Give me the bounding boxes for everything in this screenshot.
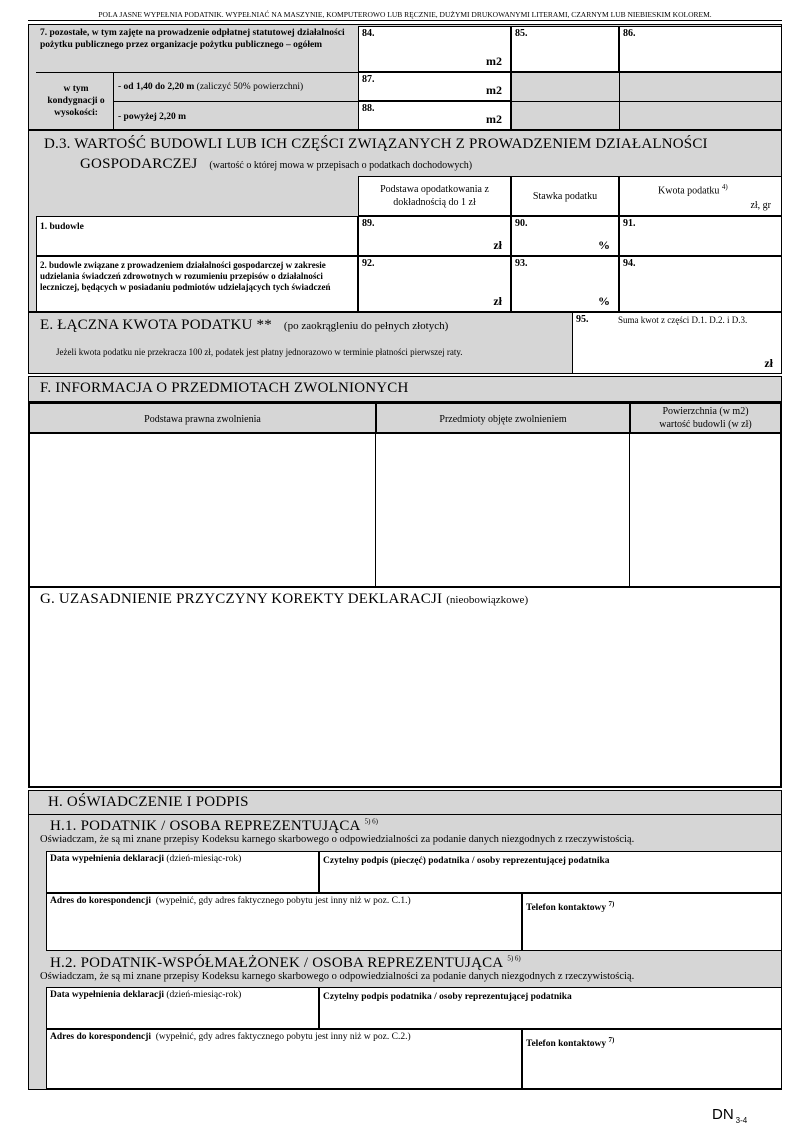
f-col-items: Przedmioty objęte zwolnieniem [376,402,630,434]
unit-zl: zł [764,356,773,370]
field-85[interactable] [511,26,619,72]
address-label: Adres do korespondencji (wypełnić, gdy adres faktycznego pobytu jest inny niż w poz. C.1.) [50,896,411,906]
kondygnacje-label: w tym kondygnacji o wysokości: [47,84,105,118]
field-93[interactable] [511,256,619,312]
field-number: 93. [515,258,528,269]
g-justification-field[interactable] [28,588,782,788]
h1-phone-field[interactable] [522,893,782,951]
field-number: 95. [576,314,589,325]
g-note: (nieobowiązkowe) [446,594,529,606]
field-number: 88. [362,103,375,114]
field-number: 91. [623,218,636,229]
divider [28,814,782,815]
h1-date-field[interactable] [46,851,319,893]
h1-signature-field[interactable] [319,851,782,893]
h1-address-field[interactable] [46,893,522,951]
divider [511,72,512,130]
field-89[interactable] [358,216,511,256]
g-title: G. UZASADNIENIE PRZYCZYNY KOREKTY DEKLARACJI [40,591,443,607]
field-90[interactable] [511,216,619,256]
h2-phone-field[interactable] [522,1029,782,1089]
field-number: 92. [362,258,375,269]
e-subtitle: (po zaokrągleniu do pełnych złotych) [283,320,449,332]
field-94[interactable] [619,256,782,312]
f-col-basis: Podstawa prawna zwolnienia [28,402,376,434]
f-items-field[interactable] [376,434,630,588]
h1-title-line: H.1. PODATNIK / OSOBA REPREZENTUJĄCA $^{5) 6)}$ [50,817,378,834]
row7-label: 7. pozostałe, w tym zajęte na prowadzenie odpłatnej statutowej działalności pożytku publicznego przez organizacje pożytku publicznego – ogółem [40,28,345,50]
h2-title: H.2. PODATNIK-WSPÓŁMAŁŻONEK / OSOBA REPREZENTUJĄCA [50,955,504,971]
unit-m2: m2 [486,83,502,97]
h1-declaration: Oświadczam, że są mi znane przepisy Kodeksu karnego skarbowego o odpowiedzialności za podanie danych niezgodnych z rzeczywistością. [40,834,635,845]
d3-col-amount: Kwota podatku $^{4)}$ zł, gr [619,176,782,216]
d3-row1-label: 1. budowle [36,216,358,256]
signature-label: Czytelny podpis (pieczęć) podatnika / osoby reprezentującej podatnika [323,856,610,866]
g-title-line [40,590,528,608]
form-code: DN $_{3-4}$ [712,1106,748,1126]
field-number: 84. [362,28,375,39]
h2-signature-field[interactable] [319,987,782,1029]
field-84[interactable] [358,26,511,72]
e-note: Jeżeli kwota podatku nie przekracza 100 zł, podatek jest płatny jednorazowo w terminie płatności pierwszej raty. [56,347,463,357]
h1-title: H.1. PODATNIK / OSOBA REPREZENTUJĄCA [50,818,361,834]
e-title: E. ŁĄCZNA KWOTA PODATKU ** [40,317,272,333]
d3-col-rate: Stawka podatku [511,176,619,216]
field-92[interactable] [358,256,511,312]
f-basis-field[interactable] [28,434,376,588]
field-95[interactable] [572,312,782,374]
e-title-line [40,316,448,334]
f-title: F. INFORMACJA O PRZEDMIOTACH ZWOLNIONYCH [40,380,409,396]
d3-title-line2: GOSPODARCZEJ (wartość o której mowa w przepisach o podatkach dochodowych) [80,156,473,172]
unit-percent: % [598,294,610,308]
page-number: 3-4 [735,1116,748,1126]
field-number: 86. [623,28,636,39]
date-label: Data wypełnienia deklaracji (dzień-miesiąc-rok) [50,854,242,864]
d3-title: D.3. WARTOŚĆ BUDOWLI LUB ICH CZĘŚCI ZWIĄZANYCH Z PROWADZENIEM DZIAŁALNOŚCI [44,136,708,152]
d3-row2-label: 2. budowle związane z prowadzeniem działalności gospodarczej w zakresie udzielania świadczeń zdrowotnych w rozumieniu przepisów o działalności leczniczej, będących w posiadaniu podmiotów udzielających tych świadczeń [36,256,358,312]
field-91[interactable] [619,216,782,256]
date-label: Data wypełnienia deklaracji (dzień-miesiąc-rok) [50,990,242,1000]
field-88[interactable] [358,101,511,130]
d3-col-base: Podstawa opodatkowania z dokładnością do 1 zł [358,176,511,216]
field-86[interactable] [619,26,782,72]
field95-desc: Suma kwot z części D.1. D.2. i D.3. [618,315,748,325]
h2-address-field[interactable] [46,1029,522,1089]
h2-title-line: H.2. PODATNIK-WSPÓŁMAŁŻONEK / OSOBA REPREZENTUJĄCA $^{5) 6)}$ [50,954,521,971]
phone-label: Telefon kontaktowy $^{7)}$ [526,1036,615,1050]
field-87[interactable] [358,72,511,101]
h-title: H. OŚWIADCZENIE I PODPIS [48,794,249,810]
field-number: 90. [515,218,528,229]
signature-label: Czytelny podpis podatnika / osoby reprezentującej podatnika [323,992,572,1002]
f-area-field[interactable] [630,434,782,588]
field-number: 94. [623,258,636,269]
field-number: 89. [362,218,375,229]
unit-zl: zł [493,238,502,252]
top-note: POLA JASNE WYPEŁNIA PODATNIK. WYPEŁNIAĆ NA MASZYNIE, KOMPUTEROWO LUB RĘCZNIE, DUŻYMI DRUKOWANYMI LITERAMI, CZARNYM LUB NIEBIESKIM KOLOREM. [28,10,782,21]
unit-percent: % [598,238,610,252]
field-number: 85. [515,28,528,39]
row-a-label: - od 1,40 do 2,20 m (zaliczyć 50% powierzchni) [118,82,304,92]
unit-m2: m2 [486,112,502,126]
divider [619,72,620,130]
row-b-label: - powyżej 2,20 m [118,112,187,122]
field-number: 87. [362,74,375,85]
unit-zl: zł [493,294,502,308]
phone-label: Telefon kontaktowy $^{7)}$ [526,900,615,914]
h2-date-field[interactable] [46,987,319,1029]
unit-m2: m2 [486,54,502,68]
h2-declaration: Oświadczam, że są mi znane przepisy Kodeksu karnego skarbowego o odpowiedzialności za podanie danych niezgodnych z rzeczywistością. [40,971,635,982]
f-col-area: Powierzchnia (w m2) wartość budowli (w zł) [630,402,782,434]
address-label: Adres do korespondencji (wypełnić, gdy adres faktycznego pobytu jest inny niż w poz. C.2.) [50,1032,411,1042]
